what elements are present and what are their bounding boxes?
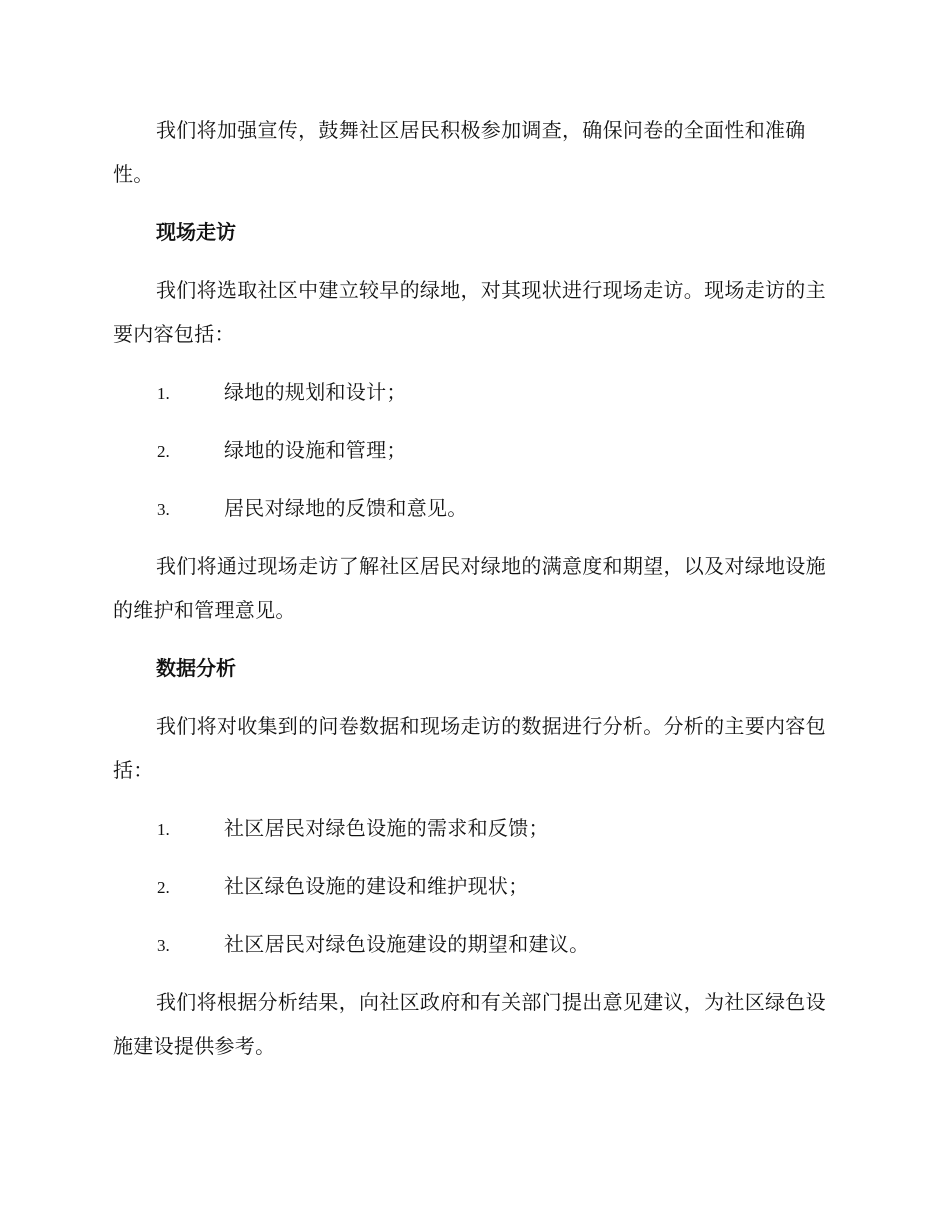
list-item <box>113 486 835 530</box>
paragraph-site-visit-intro: 我们将选取社区中建立较早的绿地，对其现状进行现场走访。现场走访的主要内容包括： <box>113 278 826 346</box>
list-item <box>113 370 835 414</box>
list-item-text: 社区居民对绿色设施的需求和反馈； <box>224 816 549 840</box>
list-item-text: 居民对绿地的反馈和意见。 <box>224 496 468 520</box>
list-item-text: 绿地的规划和设计； <box>224 380 407 404</box>
document-page <box>113 108 835 1082</box>
list-item-number: 1. <box>157 384 170 403</box>
list-item <box>113 922 835 966</box>
list-item-number: 3. <box>157 936 170 955</box>
site-visit-list <box>113 370 835 530</box>
list-item-text: 社区绿色设施的建设和维护现状； <box>224 874 529 898</box>
list-item-number: 3. <box>157 500 170 519</box>
section-heading-site-visit: 现场走访 <box>156 220 236 244</box>
list-item-text: 社区居民对绿色设施建设的期望和建议。 <box>224 932 590 956</box>
paragraph-publicity: 我们将加强宣传，鼓舞社区居民积极参加调查，确保问卷的全面性和准确性。 <box>113 118 806 186</box>
list-item-number: 2. <box>157 442 170 461</box>
list-item <box>113 428 835 472</box>
section-heading-data-analysis: 数据分析 <box>156 656 236 680</box>
paragraph-conclusion: 我们将根据分析结果，向社区政府和有关部门提出意见建议，为社区绿色设施建设提供参考。 <box>113 990 826 1058</box>
analysis-list <box>113 806 835 966</box>
paragraph-analysis-intro: 我们将对收集到的问卷数据和现场走访的数据进行分析。分析的主要内容包括： <box>113 714 826 782</box>
list-item-text: 绿地的设施和管理； <box>224 438 407 462</box>
list-item <box>113 806 835 850</box>
list-item <box>113 864 835 908</box>
list-item-number: 2. <box>157 878 170 897</box>
paragraph-site-visit-goal: 我们将通过现场走访了解社区居民对绿地的满意度和期望，以及对绿地设施的维护和管理意见。 <box>113 554 826 622</box>
list-item-number: 1. <box>157 820 170 839</box>
